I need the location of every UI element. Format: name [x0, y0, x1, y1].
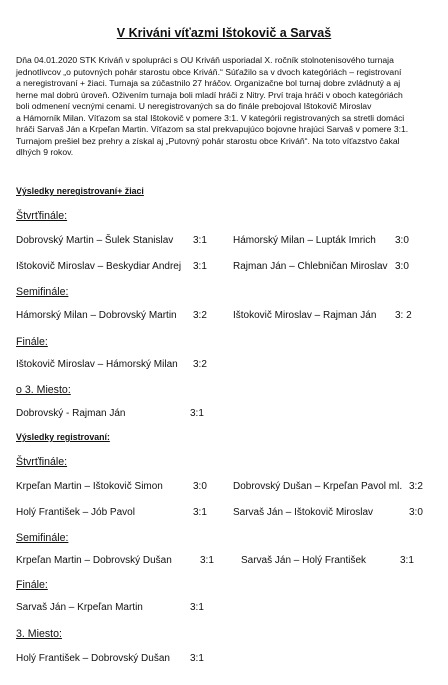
match-score: 3: 2 [395, 310, 412, 321]
match-score: 3:1 [193, 507, 207, 518]
match-name: Ištokovič Miroslav – Rajman Ján [233, 310, 377, 321]
match-score: 3:1 [193, 261, 207, 272]
intro-line: dlhých 9 rokov. [16, 147, 74, 158]
intro-line: hráči Sarvaš Ján a Krpeľan Martin. Víťazom sa stal prekvapujúco bojovne hrajúci Sarvaš v pomere 3:1. [16, 124, 409, 135]
match-name: Sarvaš Ján – Ištokovič Miroslav [233, 507, 374, 518]
final-heading: Finále: [16, 579, 48, 591]
article-title: V Kriváni víťazmi Ištokovič a Sarvaš [116, 26, 332, 40]
match-name: Holý František – Dobrovský Dušan [16, 653, 170, 664]
match-name: Dobrovský Dušan – Krpeľan Pavol ml. [233, 481, 403, 492]
match-name: Dobrovský - Rajman Ján [16, 408, 126, 419]
match-score: 3:1 [400, 555, 414, 566]
intro-line: jednotlivcov „o putovných pohár starostu obce Kriváň.“ Súťažilo sa v dvoch kategóriách – registrovaní [16, 66, 402, 77]
third-place-heading: 3. Miesto: [16, 628, 62, 640]
quarterfinal-heading: Štvrťfinále: [16, 456, 68, 468]
match-score: 3:2 [193, 359, 207, 370]
intro-paragraph [16, 55, 432, 159]
match-name: Rajman Ján – Chlebničan Miroslav [233, 261, 388, 272]
match-score: 3:1 [190, 653, 204, 664]
match-score: 3:2 [409, 481, 423, 492]
third-place-heading: o 3. Miesto: [16, 384, 71, 396]
match-score: 3:2 [193, 310, 207, 321]
match-name: Holý František – Jób Pavol [16, 507, 135, 518]
match-name: Dobrovský Martin – Šulek Stanislav [16, 235, 174, 246]
semifinal-heading: Semifinále: [16, 532, 69, 544]
match-score: 3:0 [409, 507, 423, 518]
match-score: 3:1 [193, 235, 207, 246]
unregistered-results-header: Výsledky neregistrovaní+ žiaci [16, 186, 144, 196]
registered-results-header: Výsledky registrovaní: [16, 432, 110, 442]
intro-line: Dňa 04.01.2020 STK Kriváň v spolupráci s OU Kriváň usporiadal X. ročník stolnotenisového turnaja [16, 55, 394, 65]
match-name: Krpeľan Martin – Dobrovský Dušan [16, 555, 172, 566]
match-score: 3:0 [193, 481, 207, 492]
intro-line: Turnajom prešiel bez prehry a získal aj „Putovný pohár starostu obce Kriváň“. Na toto víťazstvo čakal [16, 135, 400, 146]
match-name: Ištokovič Miroslav – Hámorský Milan [16, 359, 178, 370]
intro-line: herne mal dobrú úroveň. Oživením turnaja boli mladí hráči z Nitry. Prví traja hráči v oboch kategóriách [16, 89, 403, 100]
match-score: 3:1 [190, 602, 204, 613]
match-name: Ištokovič Miroslav – Beskydiar Andrej [16, 261, 182, 272]
match-name: Hámorský Milan – Dobrovský Martin [16, 310, 177, 321]
match-score: 3:1 [190, 408, 204, 419]
match-name: Sarvaš Ján – Holý František [241, 555, 367, 566]
match-name: Hámorský Milan – Lupták Imrich [233, 235, 376, 246]
match-score: 3:1 [200, 555, 214, 566]
quarterfinal-heading: Štvrťfinále: [16, 210, 68, 222]
intro-line: a Hámorník Milan. Víťazom sa stal Ištokovič v pomere 3:1. V kategórii registrovaných sa stretli domáci [16, 112, 405, 123]
match-name: Krpeľan Martin – Ištokovič Simon [16, 481, 163, 492]
semifinal-heading: Semifinále: [16, 286, 69, 298]
final-heading: Finále: [16, 336, 48, 348]
match-score: 3:0 [395, 261, 409, 272]
intro-line: a neregistrovaní + žiaci. Turnaja sa zúčastnilo 27 hráčov. Organizačne bol turnaj dobre zvládnutý a aj [16, 78, 401, 89]
match-score: 3:0 [395, 235, 409, 246]
intro-line: boli odmenení vecnými cenami. U neregistrovaných sa do finále prebojoval Ištokovič Miroslav [16, 101, 372, 112]
match-name: Sarvaš Ján – Krpeľan Martin [16, 602, 143, 613]
